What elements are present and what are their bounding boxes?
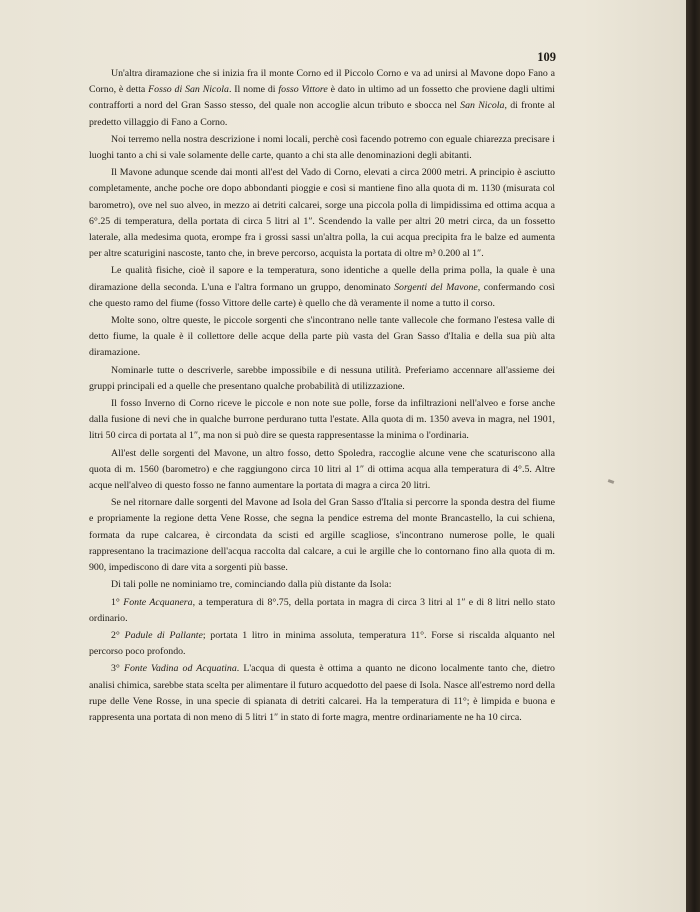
paragraph <box>89 165 555 262</box>
text-run: , di fronte al predetto villaggio di Fano a Corno. <box>89 100 556 128</box>
paragraph <box>89 595 555 627</box>
text-run: è dato in ultimo ad un fossetto che proviene dagli ultimi contrafforti a nord del Gran Sasso stesso, del quale non accoglie alcun tributo e sbocca nel <box>89 84 555 112</box>
text-run: Molte sono, oltre queste, le piccole sorgenti che s'incontrano nelle tante vallecole che formano l'estesa valle di detto fiume, la quale è il collettore delle acque della parte più vasta del Gran Sasso d'Italia e della sua più alta diramazione. <box>89 315 555 359</box>
italic-run: fosso Vittore <box>278 84 328 96</box>
italic-run: Sorgenti del Mavone <box>394 281 478 293</box>
text-run: Il Mavone adunque scende dai monti all'est del Vado di Corno, elevati a circa 2000 metri. A principio è asciutto completamente, anche poche ore dopo abbondanti pioggie e così si mantiene fino alla quota di m. 1130 (misurata col barometro), ove nel suo alveo, in mezzo ai detriti calcarei, sorge una piccola polla di limpidissima ed ottima acqua a 6°.25 di temperatura, della portata di circa 5 litri al 1″. Scendendo la valle per altri 20 metri circa, da un fossetto laterale, alla medesima quota, erompe fra i grossi sassi un'altra polla, la cui acqua precipita fra le balze ed aumenta per altre scaturigini nascoste, tanto che, in breve percorso, acquista la portata di oltre m³ 0.200 al 1″. <box>89 167 555 260</box>
paragraph <box>89 132 555 164</box>
text-run: 3° <box>111 663 124 675</box>
text-run: . L'acqua di questa è ottima a quanto ne dicono localmente tanto che, dietro analisi chimica, sarebbe stata scelta per alimentare il futuro acquedotto del paese di Isola. Nasce all'estremo nord della rupe delle Vene Rosse, in una specie di spianata di detriti calcarei. Ha la temperatura di 11°; è limpida e buona e rappresenta una portata di non meno di 5 litri 1″ in stato di forte magra, mentre ordinariamente ne ha 10 circa. <box>89 663 555 723</box>
text-run: Le qualità fisiche, cioè il sapore e la temperatura, sono identiche a quelle della prima polla, la quale è una diramazione della seconda. L'una e l'altra formano un gruppo, denominato <box>89 265 555 293</box>
body-text <box>89 66 555 727</box>
ink-mark <box>608 479 615 484</box>
paragraph <box>89 577 555 593</box>
paragraph <box>89 396 555 445</box>
paragraph <box>89 363 555 395</box>
text-run: Un'altra diramazione che si inizia fra il monte Corno ed il Piccolo Corno e va ad unirsi al Mavone dopo Fano a Corno, è detta <box>89 68 555 96</box>
page-number: 109 <box>537 50 556 64</box>
paragraph <box>89 263 555 312</box>
text-run: . Il nome di <box>228 84 279 96</box>
italic-run: Fonte Vadina od Acquatina <box>123 663 237 675</box>
paragraph <box>89 628 555 660</box>
text-run: Se nel ritornare dalle sorgenti del Mavone ad Isola del Gran Sasso d'Italia si percorre la sponda destra del fiume e propriamente la regione detta Vene Rosse, che segna la pendice estrema del monte Brancastello, la cui schiena, formata da rupe calcarea, è circondata da scisti ed argille scagliose, s'incontrano numerose polle, le quali rappresentano la tracimazione dell'acqua raccolta dal calcare, a cui le argille che lo contornano fino alla quota di m. 900, impediscono di dare vita a sorgenti più basse. <box>89 497 555 574</box>
text-run: , confermando così che questo ramo del fiume (fosso Vittore delle carte) è quello che dà veramente il nome a tutto il corso. <box>89 281 555 309</box>
italic-run: Fonte Acquanera <box>123 596 193 608</box>
text-run: All'est delle sorgenti del Mavone, un altro fosso, detto Spoledra, raccoglie alcune vene che scaturiscono alla quota di m. 1560 (barometro) e che raggiungono circa 10 litri al 1″ di ottima acqua alla temperatura di 4°.5. Altre acque nell'alveo di questo fosso ne fanno aumentare la portata di magra a circa 20 litri. <box>89 447 555 492</box>
text-run: Il fosso Inverno di Corno riceve le piccole e non note sue polle, forse da infiltrazioni nell'alveo e forse anche dalla fusione di nevi che in qualche burrone perdurano tutta l'estate. Alla quota di m. 1350 aveva in magra, nel 1901, litri 50 circa di portata al 1″, ma non si può dire se questa rappresentasse la minima o l'ordinaria. <box>89 398 555 442</box>
text-run: 2° <box>111 629 125 641</box>
text-run: Nominarle tutte o descriverle, sarebbe impossibile e di nessuna utilità. Preferiamo accennare all'assieme dei gruppi principali ed a quelle che presentano qualche probabilità di utilizzazione. <box>89 364 555 392</box>
paragraph <box>89 446 555 495</box>
paragraph <box>89 661 555 726</box>
text-run: Noi terremo nella nostra descrizione i nomi locali, perchè così facendo potremo con eguale chiarezza precisare i luoghi tanto a chi si vale solamente delle carte, quanto a chi sta alle denominazioni degli abitanti. <box>89 133 555 162</box>
italic-run: San Nicola <box>460 100 505 112</box>
paragraph <box>89 313 555 362</box>
paragraph <box>89 66 555 131</box>
text-run: , a temperatura di 8°.75, della portata in magra di circa 3 litri al 1″ e di 8 litri nello stato ordinario. <box>89 596 556 624</box>
italic-run: Padule di Pallante <box>124 629 203 641</box>
text-run: Di tali polle ne nominiamo tre, cominciando dalla più distante da Isola: <box>111 579 392 591</box>
italic-run: Fosso di San Nicola <box>148 84 229 96</box>
book-spine <box>686 0 700 912</box>
text-run: 1° <box>111 596 124 608</box>
paragraph <box>89 495 555 576</box>
text-run: ; portata 1 litro in minima assoluta, temperatura 11°. Forse si riscalda alquanto nel percorso poco profondo. <box>89 629 555 658</box>
